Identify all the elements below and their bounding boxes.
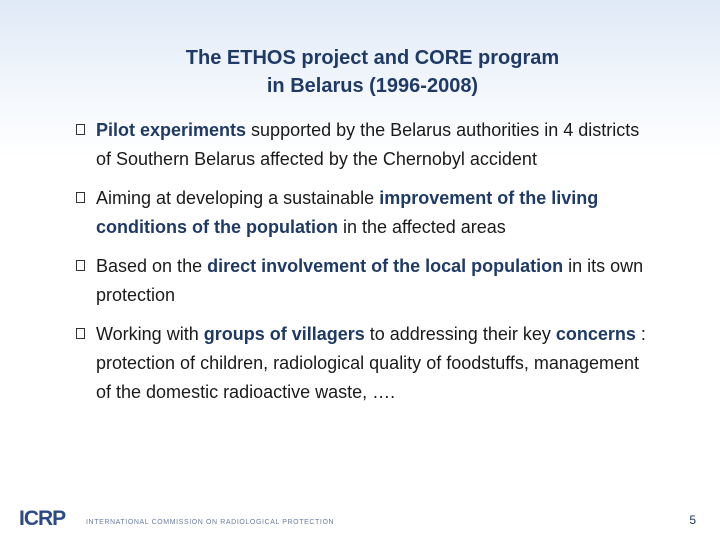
bullet-segment: in the affected areas xyxy=(337,217,506,237)
slide-title xyxy=(0,44,720,100)
bullet-item xyxy=(76,320,656,407)
bullet-segment: Aiming at developing a sustainable xyxy=(96,188,380,208)
bullet-item xyxy=(76,116,656,174)
bullet-text xyxy=(96,256,643,305)
bullet-highlight: Pilot experiments xyxy=(96,120,247,140)
bullet-text xyxy=(96,188,598,237)
bullet-highlight: groups of villagers xyxy=(203,324,365,344)
bullet-item xyxy=(76,252,656,310)
organization-name: INTERNATIONAL COMMISSION ON RADIOLOGICAL PROTECTION xyxy=(86,519,335,526)
bullet-segment: supported by the Belarus authorities in 4 districts of Southern Belarus affected by the Chernobyl accident xyxy=(96,120,640,169)
bullet-text xyxy=(96,324,646,402)
bullet-text xyxy=(96,120,639,169)
bullet-box-icon xyxy=(76,260,85,271)
slide-title-line-2: in Belarus (1996-2008) xyxy=(266,75,479,97)
bullet-box-icon xyxy=(76,124,85,135)
bullet-segment: to addressing their key xyxy=(364,324,556,344)
svg-text:ICRP: ICRP xyxy=(19,507,66,529)
bullet-box-icon xyxy=(76,328,85,339)
bullet-segment: in its own protection xyxy=(96,256,644,305)
bullet-box-icon xyxy=(76,192,85,203)
page-number: 5 xyxy=(689,513,696,527)
slide-title-line-1: The ETHOS project and CORE program xyxy=(185,47,560,69)
bullet-item xyxy=(76,184,656,242)
bullet-segment: Based on the xyxy=(96,256,208,276)
icrp-logo xyxy=(19,507,83,529)
bullet-highlight: direct involvement of the local population xyxy=(207,256,564,276)
bullet-segment: : protection of children, radiological quality of foodstuffs, management of the domestic radioactive waste, …. xyxy=(96,324,646,402)
bullet-segment: Working with xyxy=(96,324,204,344)
bullet-highlight: improvement of the living conditions of the population xyxy=(96,188,599,237)
bullet-list xyxy=(76,116,656,407)
bullet-highlight: concerns xyxy=(555,324,636,344)
